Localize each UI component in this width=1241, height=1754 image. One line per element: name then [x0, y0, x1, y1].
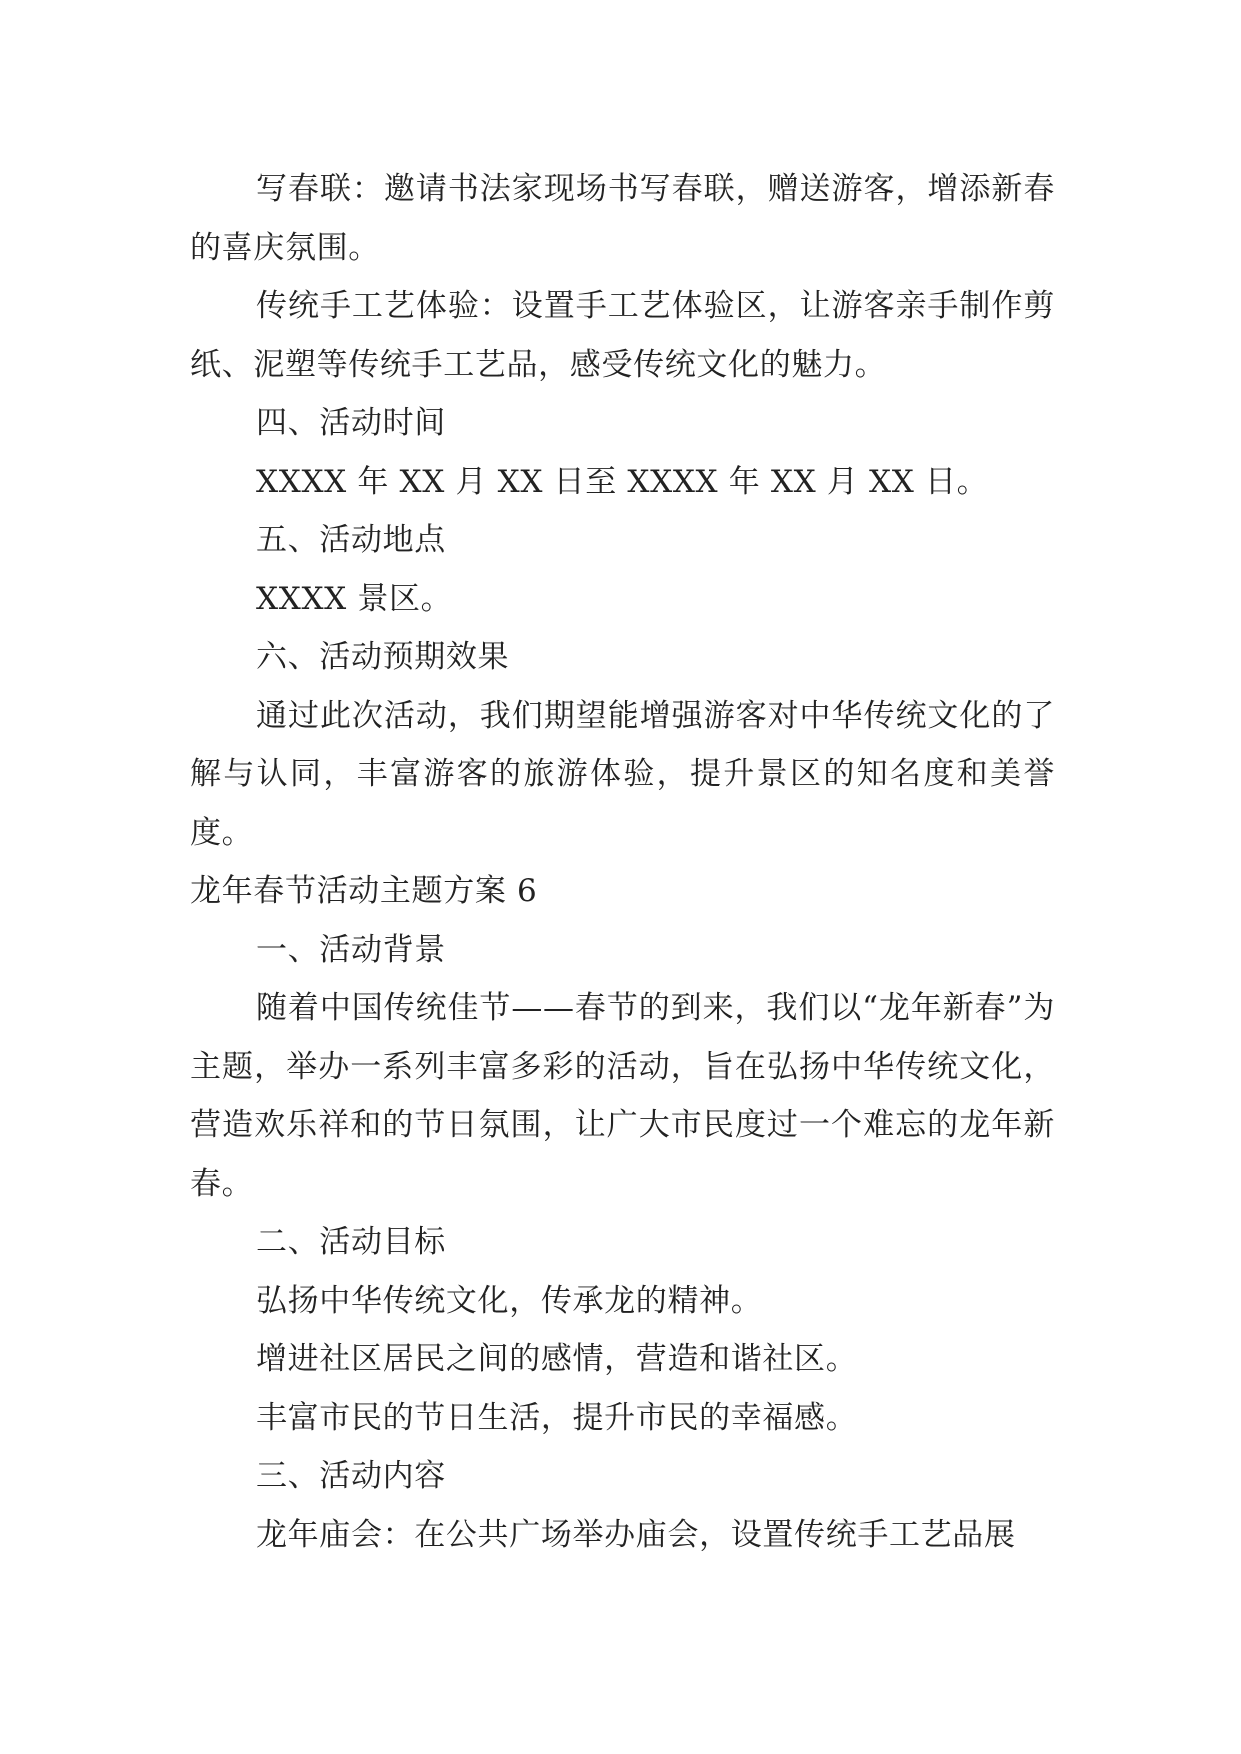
heading-activity-content: 三、活动内容: [256, 1458, 446, 1494]
paragraph-handicraft-experience: 传统手工艺体验：设置手工艺体验区，让游客亲手制作剪纸、泥塑等传统手工艺品，感受传统文化的魅力。: [190, 288, 1055, 383]
paragraph-activity-background: 随着中国传统佳节——春节的到来，我们以“龙年新春”为主题，举办一系列丰富多彩的活动，旨在弘扬中华传统文化，营造欢乐祥和的节日氛围，让广大市民度过一个难忘的龙年新春。: [190, 990, 1055, 1202]
paragraph-activity-location: XXXX 景区。: [256, 580, 453, 617]
document-body: [190, 160, 1055, 1564]
heading-activity-background: 一、活动背景: [256, 931, 446, 968]
section-title-plan-6: 龙年春节活动主题方案 6: [190, 873, 538, 909]
heading-expected-effect: 六、活动预期效果: [256, 639, 510, 675]
paragraph-spring-couplets: 写春联：邀请书法家现场书写春联，赠送游客，增添新春的喜庆氛围。: [190, 171, 1055, 266]
paragraph-expected-effect: 通过此次活动，我们期望能增强游客对中华传统文化的了解与认同，丰富游客的旅游体验，提升景区的知名度和美誉度。: [190, 697, 1055, 851]
goal-item-happiness: 丰富市民的节日生活，提升市民的幸福感。: [256, 1399, 858, 1436]
paragraph-temple-fair: 龙年庙会：在公共广场举办庙会，设置传统手工艺品展: [256, 1516, 1016, 1553]
goal-item-community: 增进社区居民之间的感情，营造和谐社区。: [256, 1341, 858, 1377]
heading-activity-time: 四、活动时间: [256, 405, 446, 441]
goal-item-culture: 弘扬中华传统文化，传承龙的精神。: [256, 1282, 763, 1319]
heading-activity-goals: 二、活动目标: [256, 1224, 446, 1260]
heading-activity-location: 五、活动地点: [256, 522, 446, 558]
paragraph-activity-time: XXXX 年 XX 月 XX 日至 XXXX 年 XX 月 XX 日。: [256, 463, 989, 500]
